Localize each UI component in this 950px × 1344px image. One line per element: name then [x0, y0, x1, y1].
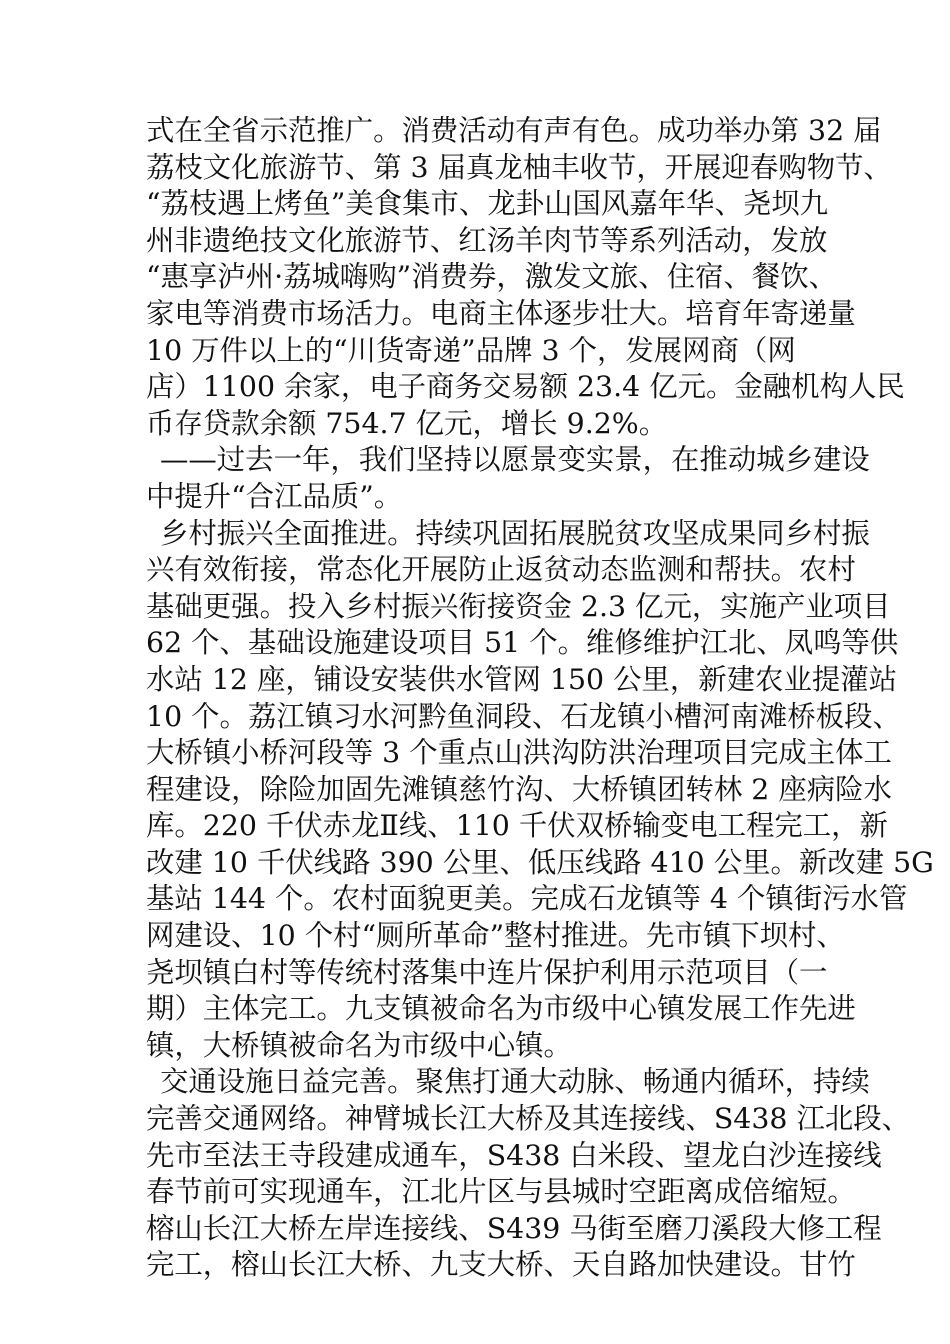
text-line: 州非遗绝技文化旅游节、红汤羊肉节等系列活动，发放	[146, 223, 828, 257]
text-line: 基础更强。投入乡村振兴衔接资金 2.3 亿元，实施产业项目	[146, 589, 891, 623]
paragraph-rural-revitalization	[146, 516, 934, 1065]
text-line: 交通设施日益完善。聚焦打通大动脉、畅通内循环，持续	[160, 1065, 870, 1099]
document-body	[146, 113, 934, 1284]
text-line: 榕山长江大桥左岸连接线、S439 马街至磨刀溪段大修工程	[146, 1211, 882, 1245]
text-line: 中提升“合江品质”。	[146, 479, 403, 513]
paragraph-consumption	[146, 113, 905, 442]
text-line: 春节前可实现通车，江北片区与县城时空距离成倍缩短。	[146, 1175, 856, 1209]
text-line: 库。220 千伏赤龙Ⅱ线、110 千伏双桥输变电工程完工，新	[146, 809, 888, 843]
text-line: 62 个、基础设施建设项目 51 个。维修维护江北、凤鸣等供	[146, 626, 899, 660]
text-line: 币存贷款余额 754.7 亿元，增长 9.2%。	[146, 406, 668, 440]
text-line: 完工，榕山长江大桥、九支大桥、天自路加快建设。甘竹	[146, 1248, 856, 1282]
text-line: 尧坝镇白村等传统村落集中连片保护利用示范项目（一	[146, 955, 828, 989]
text-line: ——过去一年，我们坚持以愿景变实景，在推动城乡建设	[160, 443, 870, 477]
text-line: 基站 144 个。农村面貌更美。完成石龙镇等 4 个镇街污水管	[146, 882, 908, 916]
text-line: 水站 12 座，铺设安装供水管网 150 公里，新建农业提灌站	[146, 662, 898, 696]
text-line: 兴有效衔接，常态化开展防止返贫动态监测和帮扶。农村	[146, 553, 856, 587]
text-line: 大桥镇小桥河段等 3 个重点山洪沟防洪治理项目完成主体工	[146, 736, 892, 770]
text-line: “惠享泸州·荔城嗨购”消费券，激发文旅、住宿、餐饮、	[146, 260, 838, 294]
text-line: 期）主体完工。九支镇被命名为市级中心镇发展工作先进	[146, 992, 856, 1026]
text-line: 店）1100 余家，电子商务交易额 23.4 亿元。金融机构人民	[146, 370, 905, 404]
text-line: 先市至法王寺段建成通车，S438 白米段、望龙白沙连接线	[146, 1138, 882, 1172]
text-line: 程建设，除险加固先滩镇慈竹沟、大桥镇团转林 2 座病险水	[146, 772, 892, 806]
text-line: 10 个。荔江镇习水河黔鱼洞段、石龙镇小槽河南滩桥板段、	[146, 699, 901, 733]
text-line: 完善交通网络。神臂城长江大桥及其连接线、S438 江北段、	[146, 1102, 911, 1136]
paragraph-review-heading	[146, 442, 870, 515]
paragraph-transportation	[146, 1064, 911, 1284]
text-line: 荔枝文化旅游节、第 3 届真龙柚丰收节，开展迎春购物节、	[146, 150, 892, 184]
text-line: 镇，大桥镇被命名为市级中心镇。	[146, 1028, 572, 1062]
text-line: 网建设、10 个村“厕所革命”整村推进。先市镇下坝村、	[146, 919, 845, 953]
text-line: “荔枝遇上烤鱼”美食集市、龙卦山国风嘉年华、尧坝九	[146, 187, 829, 221]
text-line: 乡村振兴全面推进。持续巩固拓展脱贫攻坚成果同乡村振	[160, 516, 870, 550]
text-line: 10 万件以上的“川货寄递”品牌 3 个，发展网商（网	[146, 333, 796, 367]
text-line: 式在全省示范推广。消费活动有声有色。成功举办第 32 届	[146, 114, 882, 147]
text-line: 家电等消费市场活力。电商主体逐步壮大。培育年寄递量	[146, 296, 856, 330]
text-line: 改建 10 千伏线路 390 公里、低压线路 410 公里。新改建 5G	[146, 845, 934, 879]
